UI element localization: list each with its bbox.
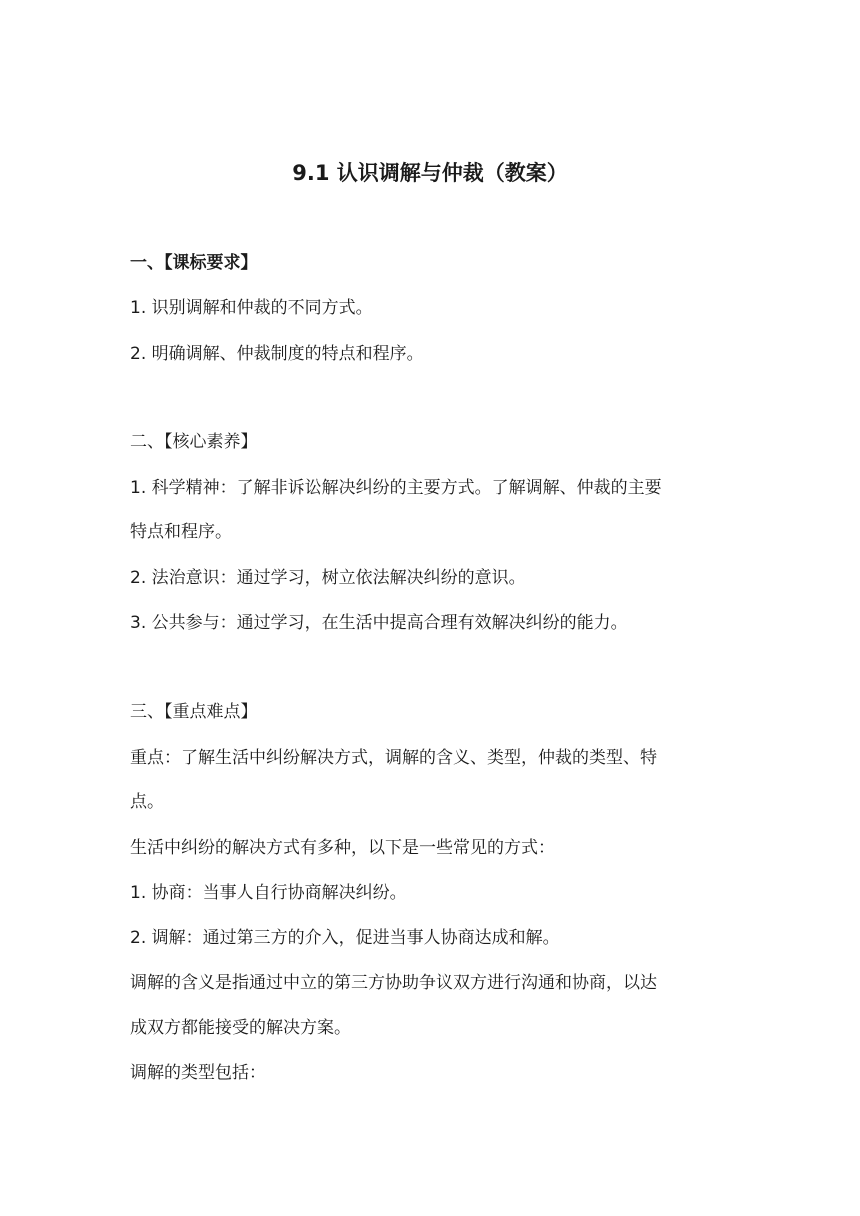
- list-item: 1. 识别调解和仲裁的不同方式。: [130, 298, 373, 318]
- document-title: 9.1 认识调解与仲裁（教案）: [292, 161, 568, 185]
- section-heading-key-points: 三、【重点难点】: [130, 702, 258, 722]
- list-item-continuation: 特点和程序。: [130, 522, 232, 542]
- paragraph-line: 点。: [130, 792, 164, 812]
- paragraph-line: 成双方都能接受的解决方案。: [130, 1018, 351, 1038]
- section-heading-core-literacy: 二、【核心素养】: [130, 432, 258, 452]
- paragraph-line: 生活中纠纷的解决方式有多种，以下是一些常见的方式：: [130, 838, 555, 858]
- list-item: 3. 公共参与：通过学习，在生活中提高合理有效解决纠纷的能力。: [130, 613, 628, 633]
- list-item: 2. 调解：通过第三方的介入，促进当事人协商达成和解。: [130, 928, 560, 948]
- paragraph-line: 调解的类型包括：: [130, 1063, 266, 1083]
- list-item: 1. 科学精神：了解非诉讼解决纠纷的主要方式。了解调解、仲裁的主要: [130, 478, 662, 498]
- list-item: 2. 法治意识：通过学习，树立依法解决纠纷的意识。: [130, 568, 526, 588]
- section-heading-curriculum-requirements: 一、【课标要求】: [130, 253, 258, 273]
- list-item: 2. 明确调解、仲裁制度的特点和程序。: [130, 344, 424, 364]
- list-item: 1. 协商：当事人自行协商解决纠纷。: [130, 883, 407, 903]
- paragraph-line: 调解的含义是指通过中立的第三方协助争议双方进行沟通和协商，以达: [130, 973, 657, 993]
- paragraph-line: 重点：了解生活中纠纷解决方式，调解的含义、类型，仲裁的类型、特: [130, 748, 657, 768]
